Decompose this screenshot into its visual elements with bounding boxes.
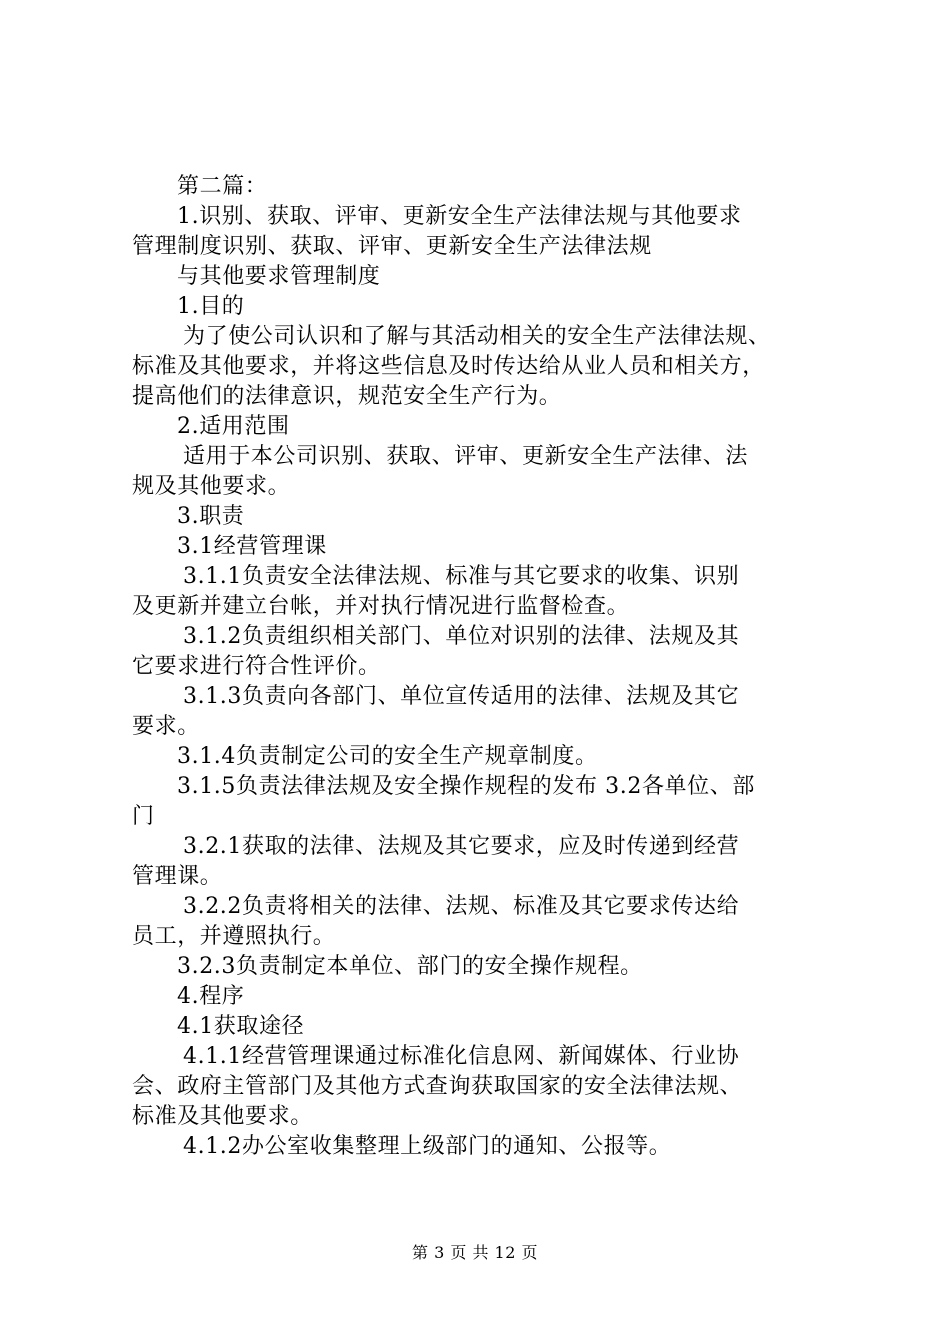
text-line: 提高他们的法律意识，规范安全生产行为。 (132, 384, 562, 409)
text-line: 4.1.2办公室收集整理上级部门的通知、公报等。 (183, 1134, 672, 1159)
text-line: 标准及其他要求。 (132, 1104, 313, 1129)
text-line: 标准及其他要求，并将这些信息及时传达给从业人员和相关方， (132, 354, 765, 379)
text-line: 及更新并建立台帐，并对执行情况进行监督检查。 (132, 594, 630, 619)
document-body (132, 172, 832, 1162)
text-line: 管理制度识别、获取、评审、更新安全生产法律法规 (132, 234, 652, 259)
text-line: 2.适用范围 (177, 414, 290, 439)
text-line: 它要求进行符合性评价。 (132, 654, 381, 679)
text-line: 3.职责 (177, 504, 245, 529)
text-line: 适用于本公司识别、获取、评审、更新安全生产法律、法 (183, 444, 749, 469)
text-line: 管理课。 (132, 864, 223, 889)
text-line: 3.1.5负责法律法规及安全操作规程的发布 3.2各单位、部 (177, 774, 755, 799)
text-line: 为了使公司认识和了解与其活动相关的安全生产法律法规、 (183, 324, 771, 349)
text-line: 1.识别、获取、评审、更新安全生产法律法规与其他要求 (177, 204, 742, 229)
text-line: 4.1获取途径 (177, 1014, 305, 1039)
text-line: 规及其他要求。 (132, 474, 291, 499)
text-line: 3.2.1获取的法律、法规及其它要求，应及时传递到经营 (183, 834, 740, 859)
text-line: 与其他要求管理制度 (177, 264, 381, 289)
text-line: 门 (132, 804, 155, 829)
text-line: 3.2.3负责制定本单位、部门的安全操作规程。 (177, 954, 643, 979)
text-line: 3.1经营管理课 (177, 534, 327, 559)
text-line: 3.2.2负责将相关的法律、法规、标准及其它要求传达给 (183, 894, 740, 919)
text-line: 3.1.2负责组织相关部门、单位对识别的法律、法规及其 (183, 624, 740, 649)
page-footer: 第 3 页 共 12 页 (412, 1243, 538, 1262)
text-line: 3.1.4负责制定公司的安全生产规章制度。 (177, 744, 598, 769)
text-line: 4.程序 (177, 984, 245, 1009)
text-line: 会、政府主管部门及其他方式查询获取国家的安全法律法规、 (132, 1074, 743, 1099)
text-line: 员工，并遵照执行。 (132, 924, 336, 949)
text-line: 1.目的 (177, 294, 245, 319)
text-line: 3.1.3负责向各部门、单位宣传适用的法律、法规及其它 (183, 684, 740, 709)
text-line: 3.1.1负责安全法律法规、标准与其它要求的收集、识别 (183, 564, 740, 589)
text-line: 4.1.1经营管理课通过标准化信息网、新闻媒体、行业协 (183, 1044, 740, 1069)
text-line: 第二篇： (177, 174, 268, 199)
text-line: 要求。 (132, 714, 200, 739)
